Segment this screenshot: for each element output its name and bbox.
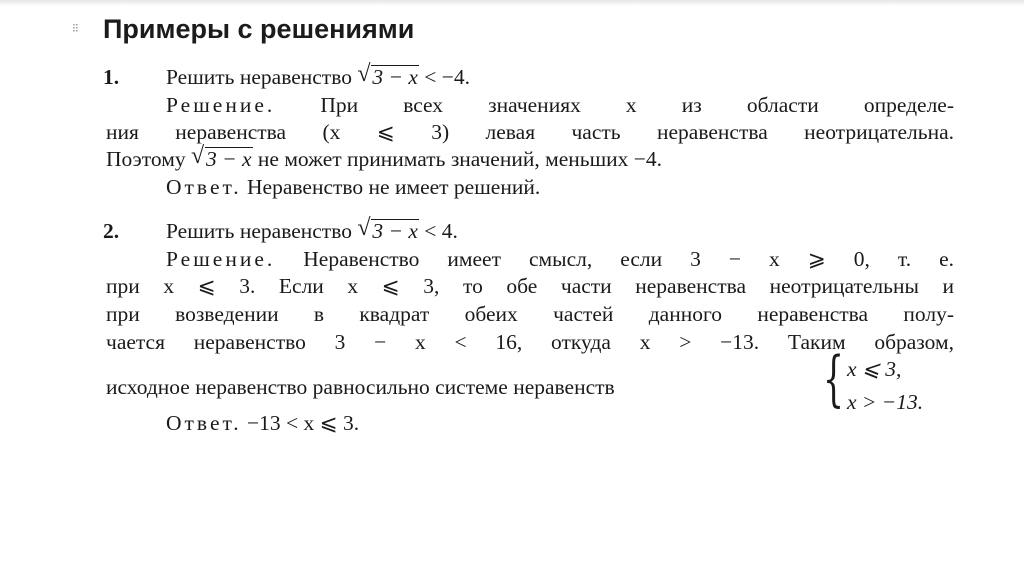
ex1-solution-line2: ния неравенства (x ⩽ 3) левая часть неравенства неотрицательна. [106,120,954,144]
ex2-solution-label: Решение. [166,247,276,271]
ex2-solution-line4: чается неравенство 3 − x < 16, откуда x > −13. Таким образом, [106,330,954,354]
ex1-task-text [166,61,471,90]
ex1-task-tail: < −4. [424,65,471,89]
ex2-answer-text: −13 < x ⩽ 3. [247,411,360,435]
ex1-solution-text1: При всех значениях x из области определе- [320,93,954,117]
ex2-solution-line5: исходное неравенство равносильно системе неравенств [106,375,615,399]
ex2-solution-text1: Неравенство имеет смысл, если 3 − x ⩾ 0, т. е. [303,247,955,271]
ex2-number: 2. [103,219,120,243]
ex1-sqrt: √ 3 − x [357,61,418,89]
system-line1: x ⩽ 3, [847,357,902,381]
ex1-solution-label: Решение. [166,93,276,117]
ex2-solution-line3: при возведении в квадрат обеих частей данного неравенства полу- [106,302,954,326]
inequality-system [823,344,963,421]
ex1-answer [166,174,540,200]
ex2-answer-label: Ответ. [166,411,242,435]
ex1-answer-label: Ответ. [166,175,242,199]
ex2-sqrt: √ 3 − x [357,215,418,243]
ex1-line3-expr: 3 − x [205,147,252,171]
ex1-line3-post: не может принимать значений, меньших −4. [257,147,663,171]
page-heading: Примеры с решениями [103,14,415,44]
ex2-task-text [166,215,458,244]
ex1-solution-line3 [106,143,663,172]
ex2-answer [166,410,359,436]
ex2-task-tail: < 4. [424,219,458,243]
ex2-solution-line2: при x ⩽ 3. Если x ⩽ 3, то обе части неравенства неотрицательны и [106,274,954,298]
ex2-solution-line1 [166,246,954,272]
ex2-task-label: Решить неравенство [166,219,352,243]
page-top-edge [0,0,1024,6]
ex1-number: 1. [103,65,120,89]
ex1-line3-sqrt: √ 3 − x [190,143,252,171]
ex1-sqrt-expr: 3 − x [372,65,418,89]
system-brace: { [823,344,845,414]
system-line2: x > −13. [847,390,924,414]
ex1-solution-line1 [166,92,954,118]
ex1-task-label: Решить неравенство [166,65,352,89]
ex1-line3-pre: Поэтому [106,147,186,171]
margin-mark: ⁝⁝ [72,21,78,35]
ex1-answer-text: Неравенство не имеет решений. [247,175,541,199]
ex2-sqrt-expr: 3 − x [372,219,418,243]
